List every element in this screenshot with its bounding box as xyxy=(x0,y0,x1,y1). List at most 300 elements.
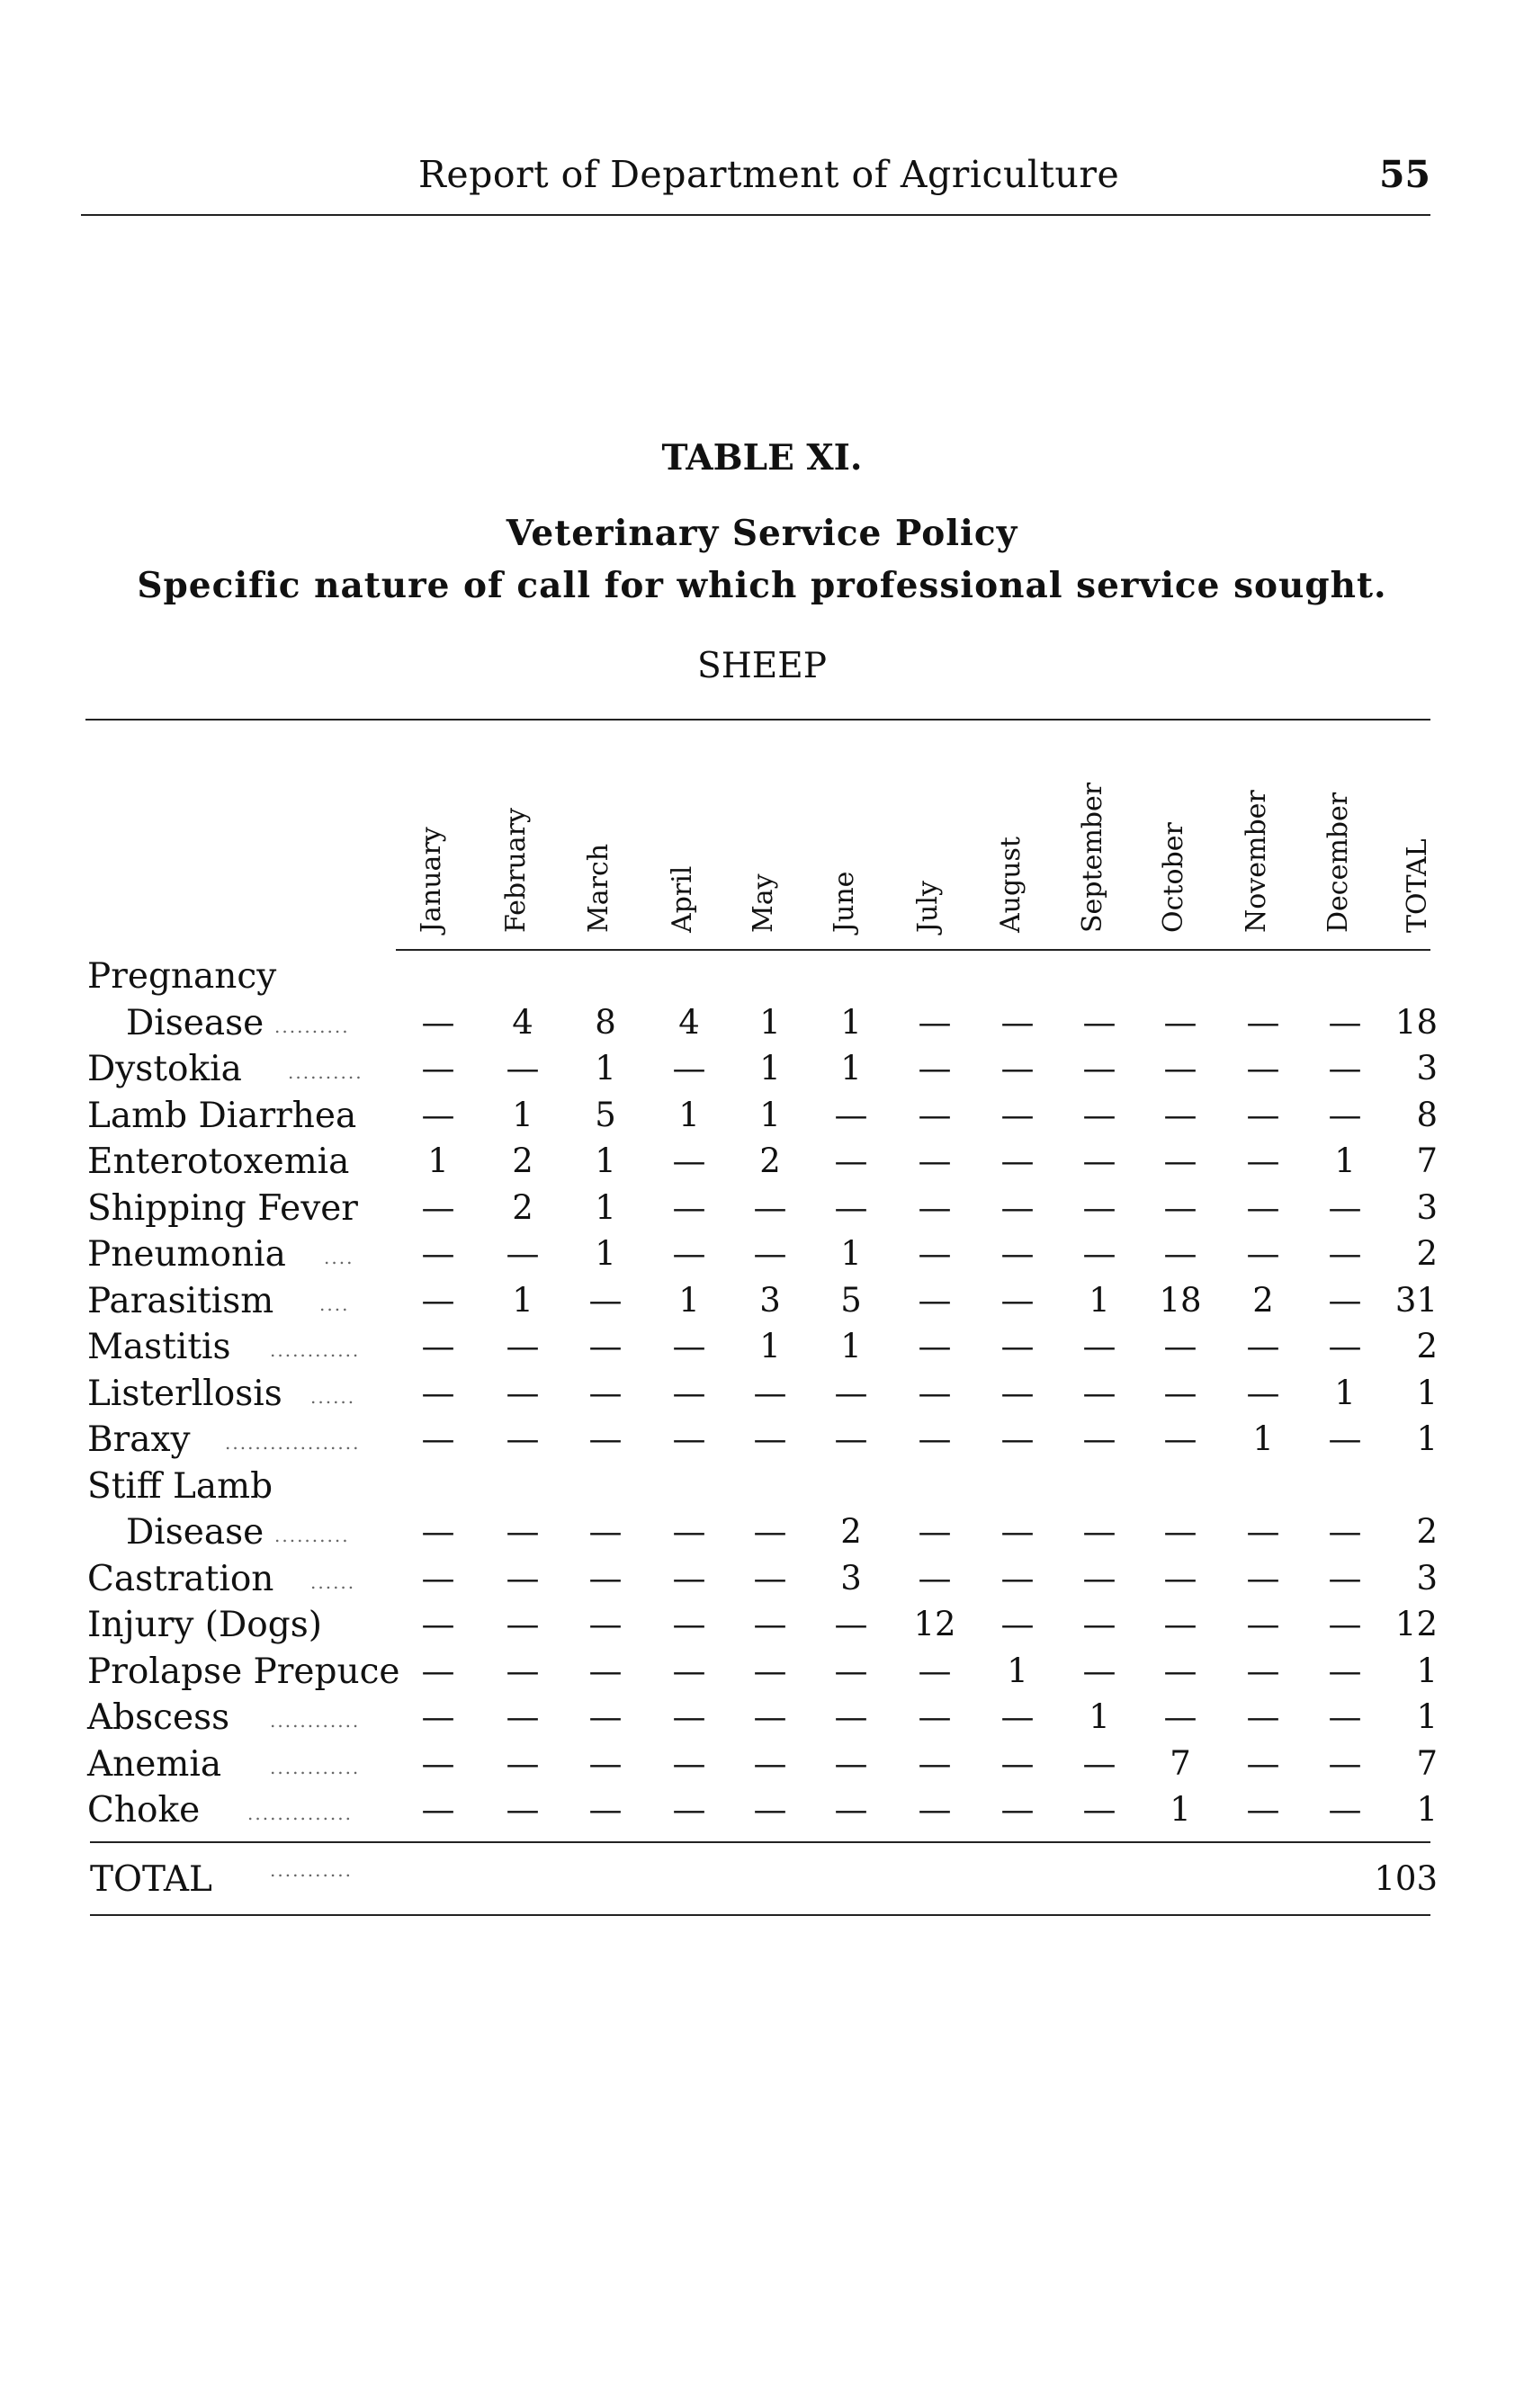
table-cell: 2 xyxy=(1252,1280,1274,1320)
table-cell: 1 xyxy=(512,1095,533,1134)
table-cell: 3 xyxy=(759,1280,781,1320)
row-label: Dystokia xyxy=(87,1049,242,1089)
table-cell: — xyxy=(421,1697,455,1736)
table-cell: — xyxy=(1328,1187,1362,1227)
table-cell: — xyxy=(1000,1790,1035,1829)
row-total: 2 xyxy=(1416,1234,1438,1273)
row-total: 2 xyxy=(1416,1512,1438,1551)
total-row xyxy=(0,1859,1524,1904)
row-total: 31 xyxy=(1394,1280,1438,1320)
table-cell: — xyxy=(834,1187,868,1227)
row-label: Shipping Fever xyxy=(87,1187,358,1229)
row-label: Pregnancy xyxy=(87,956,277,997)
row-label: Disease xyxy=(126,1002,264,1043)
table-cell: — xyxy=(918,1743,952,1783)
table-cell: — xyxy=(588,1327,623,1365)
row-label: Anemia xyxy=(87,1743,222,1785)
table-cell: — xyxy=(1328,1743,1362,1783)
column-header-april: April xyxy=(667,865,698,933)
table-cell: 2 xyxy=(759,1141,781,1180)
table-cell: — xyxy=(1082,1373,1116,1412)
table-cell: — xyxy=(1000,1280,1035,1320)
table-cell: — xyxy=(421,1605,455,1643)
table-cell: — xyxy=(672,1187,706,1227)
column-header-june: June xyxy=(829,871,860,933)
table-cell: — xyxy=(588,1651,623,1690)
table-cell: — xyxy=(421,1327,455,1365)
table-cell: — xyxy=(421,1002,455,1042)
table-cell: — xyxy=(1082,1558,1116,1598)
table-cell: — xyxy=(1000,1512,1035,1551)
table-cell: — xyxy=(1000,1697,1035,1736)
leader-dots: ............ xyxy=(270,1710,361,1732)
table-cell: — xyxy=(1163,1419,1197,1458)
table-cell: — xyxy=(421,1419,455,1458)
table-bottom-rule xyxy=(90,1914,1430,1916)
table-cell: 1 xyxy=(840,1002,862,1042)
row-label: Prolapse Prepuce xyxy=(87,1651,400,1692)
leader-dots: .... xyxy=(319,1293,350,1315)
table-cell: — xyxy=(753,1790,787,1829)
table-cell: — xyxy=(1000,1605,1035,1643)
table-cell: 1 xyxy=(840,1327,862,1365)
table-cell: 1 xyxy=(595,1049,616,1088)
table-cell: — xyxy=(1000,1419,1035,1458)
table-cell: — xyxy=(753,1512,787,1551)
table-cell: — xyxy=(1082,1327,1116,1365)
table-subtitle: Specific nature of call for which professional service sought. xyxy=(137,565,1387,606)
table-cell: 1 xyxy=(427,1141,449,1180)
row-label: Parasitism xyxy=(87,1280,274,1321)
table-cell: — xyxy=(588,1605,623,1643)
table-cell: — xyxy=(918,1419,952,1458)
leader-dots: .......... xyxy=(288,1061,363,1083)
table-cell: — xyxy=(1328,1002,1362,1042)
table-row xyxy=(0,1512,1524,1557)
table-cell: — xyxy=(753,1187,787,1227)
table-cell: 18 xyxy=(1159,1280,1202,1320)
table-cell: — xyxy=(506,1743,540,1783)
table-cell: — xyxy=(918,1327,952,1365)
table-cell: — xyxy=(672,1790,706,1829)
row-label: Abscess xyxy=(87,1697,230,1738)
table-cell: — xyxy=(753,1234,787,1273)
table-row-label-line xyxy=(0,956,1524,1001)
table-cell: 1 xyxy=(595,1141,616,1180)
leader-dots: ............ xyxy=(270,1339,361,1361)
table-cell: — xyxy=(421,1743,455,1783)
table-cell: — xyxy=(421,1373,455,1412)
row-total: 2 xyxy=(1416,1327,1438,1365)
column-header-november: November xyxy=(1241,790,1272,933)
table-cell: — xyxy=(506,1790,540,1829)
column-header-may: May xyxy=(748,873,779,933)
leader-dots: .......... xyxy=(274,1015,350,1037)
table-cell: 1 xyxy=(1089,1280,1110,1320)
table-cell: — xyxy=(1328,1558,1362,1598)
table-cell: 7 xyxy=(1170,1743,1191,1783)
table-cell: — xyxy=(1000,1141,1035,1180)
row-total: 1 xyxy=(1416,1790,1438,1829)
row-total: 1 xyxy=(1416,1419,1438,1458)
table-cell: — xyxy=(672,1141,706,1180)
table-cell: — xyxy=(1328,1790,1362,1829)
row-label: Pneumonia xyxy=(87,1234,286,1275)
table-label: TABLE XI. xyxy=(661,437,863,479)
table-cell: — xyxy=(1163,1558,1197,1598)
table-cell: — xyxy=(753,1419,787,1458)
table-row xyxy=(0,1697,1524,1742)
row-label: Disease xyxy=(126,1512,264,1553)
table-cell: — xyxy=(1163,1187,1197,1227)
table-cell: — xyxy=(421,1280,455,1320)
row-total: 1 xyxy=(1416,1697,1438,1736)
leader-dots: .................. xyxy=(225,1432,361,1454)
table-cell: — xyxy=(918,1234,952,1273)
table-cell: — xyxy=(1246,1141,1280,1180)
table-cell: — xyxy=(753,1651,787,1690)
table-cell: — xyxy=(918,1280,952,1320)
table-cell: 1 xyxy=(840,1234,862,1273)
table-cell: 2 xyxy=(512,1187,533,1227)
table-cell: — xyxy=(506,1373,540,1412)
table-cell: — xyxy=(918,1373,952,1412)
column-header-march: March xyxy=(583,843,614,933)
table-cell: 1 xyxy=(678,1095,700,1134)
table-cell: 4 xyxy=(512,1002,533,1042)
table-cell: — xyxy=(1246,1743,1280,1783)
table-cell: 1 xyxy=(512,1280,533,1320)
table-cell: — xyxy=(672,1373,706,1412)
column-header-august: August xyxy=(995,837,1026,933)
table-cell: — xyxy=(834,1651,868,1690)
table-cell: — xyxy=(753,1605,787,1643)
table-cell: — xyxy=(1246,1512,1280,1551)
table-cell: 1 xyxy=(1334,1373,1356,1412)
table-cell: — xyxy=(1328,1327,1362,1365)
table-cell: 12 xyxy=(913,1605,956,1643)
row-label: Listerllosis xyxy=(87,1373,282,1414)
table-row xyxy=(0,1790,1524,1835)
table-cell: — xyxy=(1082,1651,1116,1690)
row-total: 7 xyxy=(1416,1743,1438,1783)
total-rule xyxy=(90,1841,1430,1843)
table-cell: — xyxy=(672,1419,706,1458)
table-cell: — xyxy=(753,1697,787,1736)
table-cell: — xyxy=(506,1234,540,1273)
table-cell: — xyxy=(421,1187,455,1227)
row-total: 7 xyxy=(1416,1141,1438,1180)
table-cell: — xyxy=(1246,1095,1280,1134)
table-cell: — xyxy=(421,1651,455,1690)
table-cell: — xyxy=(1328,1651,1362,1690)
row-total: 18 xyxy=(1394,1002,1438,1042)
table-cell: — xyxy=(1082,1095,1116,1134)
table-cell: — xyxy=(1246,1049,1280,1088)
table-cell: — xyxy=(588,1419,623,1458)
table-cell: 1 xyxy=(1170,1790,1191,1829)
table-cell: — xyxy=(1000,1234,1035,1273)
table-cell: — xyxy=(1000,1743,1035,1783)
table-row-label-line xyxy=(0,1466,1524,1511)
column-header-december: December xyxy=(1322,792,1354,933)
table-cell: — xyxy=(918,1002,952,1042)
total-label: TOTAL xyxy=(90,1859,212,1900)
table-cell: — xyxy=(1000,1002,1035,1042)
table-cell: — xyxy=(1000,1187,1035,1227)
table-top-rule xyxy=(85,719,1430,721)
table-cell: 8 xyxy=(595,1002,616,1042)
table-row xyxy=(0,1234,1524,1279)
row-total: 12 xyxy=(1394,1605,1438,1643)
table-row xyxy=(0,1188,1524,1233)
table-cell: 1 xyxy=(759,1002,781,1042)
table-cell: — xyxy=(1082,1187,1116,1227)
table-cell: — xyxy=(506,1512,540,1551)
table-cell: — xyxy=(753,1558,787,1598)
table-row xyxy=(0,1652,1524,1696)
table-cell: — xyxy=(1163,1327,1197,1365)
row-label: Stiff Lamb xyxy=(87,1465,273,1507)
table-cell: — xyxy=(421,1512,455,1551)
table-cell: — xyxy=(1246,1002,1280,1042)
table-policy-title: Veterinary Service Policy xyxy=(506,513,1018,554)
table-cell: — xyxy=(918,1095,952,1134)
row-label: Choke xyxy=(87,1790,201,1831)
leader-dots: ........... xyxy=(270,1859,353,1881)
table-cell: — xyxy=(918,1187,952,1227)
table-cell: — xyxy=(421,1049,455,1088)
table-cell: — xyxy=(1000,1049,1035,1088)
table-cell: — xyxy=(506,1049,540,1088)
table-cell: 1 xyxy=(1334,1141,1356,1180)
table-cell: — xyxy=(1246,1697,1280,1736)
table-cell: — xyxy=(672,1234,706,1273)
table-cell: — xyxy=(1082,1790,1116,1829)
column-header-january: January xyxy=(416,827,447,933)
table-cell: — xyxy=(918,1512,952,1551)
table-cell: — xyxy=(1246,1234,1280,1273)
table-row xyxy=(0,1419,1524,1464)
table-cell: — xyxy=(918,1141,952,1180)
table-cell: — xyxy=(588,1697,623,1736)
table-cell: — xyxy=(506,1605,540,1643)
table-cell: — xyxy=(1082,1234,1116,1273)
table-cell: — xyxy=(1246,1790,1280,1829)
table-cell: — xyxy=(834,1697,868,1736)
table-cell: — xyxy=(1246,1558,1280,1598)
table-cell: — xyxy=(506,1327,540,1365)
table-cell: — xyxy=(672,1697,706,1736)
table-cell: 1 xyxy=(678,1280,700,1320)
table-cell: — xyxy=(506,1419,540,1458)
table-cell: 1 xyxy=(759,1049,781,1088)
table-cell: — xyxy=(1246,1373,1280,1412)
row-total: 3 xyxy=(1416,1187,1438,1227)
table-row xyxy=(0,1744,1524,1789)
table-cell: 1 xyxy=(840,1049,862,1088)
table-cell: — xyxy=(588,1743,623,1783)
table-row xyxy=(0,1605,1524,1650)
row-label: Lamb Diarrhea xyxy=(87,1095,357,1136)
table-cell: — xyxy=(918,1049,952,1088)
table-row xyxy=(0,1374,1524,1419)
row-total: 8 xyxy=(1416,1095,1438,1134)
table-cell: 3 xyxy=(840,1558,862,1598)
column-header-september: September xyxy=(1077,782,1108,933)
table-cell: — xyxy=(918,1558,952,1598)
row-total: 3 xyxy=(1416,1558,1438,1598)
table-cell: 1 xyxy=(759,1327,781,1365)
table-cell: 1 xyxy=(595,1187,616,1227)
running-head-title: Report of Department of Agriculture xyxy=(418,153,1120,196)
table-cell: — xyxy=(1328,1049,1362,1088)
leader-dots: .... xyxy=(324,1247,354,1268)
table-cell: — xyxy=(672,1743,706,1783)
table-cell: — xyxy=(1246,1327,1280,1365)
table-cell: — xyxy=(1000,1327,1035,1365)
table-row xyxy=(0,1559,1524,1604)
table-cell: — xyxy=(1000,1373,1035,1412)
table-cell: — xyxy=(1000,1095,1035,1134)
table-cell: — xyxy=(506,1651,540,1690)
table-cell: — xyxy=(1328,1280,1362,1320)
table-cell: — xyxy=(1328,1512,1362,1551)
table-cell: — xyxy=(1000,1558,1035,1598)
table-cell: — xyxy=(588,1790,623,1829)
table-cell: — xyxy=(421,1234,455,1273)
table-cell: — xyxy=(1082,1419,1116,1458)
table-cell: — xyxy=(1082,1049,1116,1088)
table-cell: — xyxy=(1082,1002,1116,1042)
row-label: Braxy xyxy=(87,1419,191,1460)
table-cell: — xyxy=(506,1697,540,1736)
table-cell: — xyxy=(1163,1234,1197,1273)
table-cell: — xyxy=(834,1095,868,1134)
table-row xyxy=(0,1327,1524,1372)
table-cell: 1 xyxy=(595,1234,616,1273)
table-cell: — xyxy=(1082,1141,1116,1180)
table-row xyxy=(0,1096,1524,1141)
table-cell: 4 xyxy=(678,1002,700,1042)
animal-heading: SHEEP xyxy=(697,646,827,686)
row-label: Mastitis xyxy=(87,1327,231,1367)
table-cell: — xyxy=(1328,1697,1362,1736)
table-cell: — xyxy=(1163,1049,1197,1088)
table-cell: — xyxy=(588,1280,623,1320)
table-cell: — xyxy=(672,1651,706,1690)
table-cell: — xyxy=(834,1743,868,1783)
row-total: 1 xyxy=(1416,1651,1438,1690)
row-label: Injury (Dogs) xyxy=(87,1605,322,1645)
column-header-total: TOTAL xyxy=(1402,838,1433,933)
table-cell: — xyxy=(918,1790,952,1829)
leader-dots: .............. xyxy=(247,1803,354,1824)
leader-dots: ............ xyxy=(270,1756,361,1778)
table-cell: — xyxy=(588,1373,623,1412)
table-cell: 5 xyxy=(840,1280,862,1320)
table-cell: — xyxy=(918,1697,952,1736)
table-row xyxy=(0,1003,1524,1048)
table-cell: — xyxy=(672,1327,706,1365)
table-cell: — xyxy=(834,1141,868,1180)
row-total: 1 xyxy=(1416,1373,1438,1412)
table-cell: 1 xyxy=(1089,1697,1110,1736)
leader-dots: .......... xyxy=(274,1525,350,1546)
table-cell: — xyxy=(672,1512,706,1551)
grand-total: 103 xyxy=(1374,1859,1438,1898)
table-cell: — xyxy=(672,1605,706,1643)
table-cell: 1 xyxy=(759,1095,781,1134)
table-cell: — xyxy=(672,1558,706,1598)
table-cell: — xyxy=(834,1605,868,1643)
table-cell: — xyxy=(1082,1605,1116,1643)
table-cell: — xyxy=(834,1419,868,1458)
table-row xyxy=(0,1141,1524,1186)
column-header-july: July xyxy=(912,881,944,933)
table-cell: — xyxy=(1328,1095,1362,1134)
row-label: Enterotoxemia xyxy=(87,1141,350,1182)
table-cell: — xyxy=(1246,1605,1280,1643)
table-cell: — xyxy=(506,1558,540,1598)
table-row xyxy=(0,1281,1524,1326)
table-cell: — xyxy=(588,1512,623,1551)
row-total: 3 xyxy=(1416,1049,1438,1088)
table-cell: — xyxy=(1328,1234,1362,1273)
table-cell: 1 xyxy=(1007,1651,1028,1690)
table-cell: — xyxy=(588,1558,623,1598)
table-cell: — xyxy=(1163,1141,1197,1180)
table-cell: — xyxy=(1163,1605,1197,1643)
table-cell: — xyxy=(1163,1095,1197,1134)
table-cell: — xyxy=(672,1049,706,1088)
column-header-rule xyxy=(396,949,1430,951)
column-header-february: February xyxy=(500,808,532,933)
table-cell: — xyxy=(753,1743,787,1783)
column-header-october: October xyxy=(1158,822,1189,933)
leader-dots: ...... xyxy=(310,1385,356,1408)
running-head xyxy=(81,153,1430,207)
table-cell: — xyxy=(1163,1373,1197,1412)
table-row xyxy=(0,1049,1524,1094)
header-rule xyxy=(81,214,1430,216)
table-cell: 5 xyxy=(595,1095,616,1134)
table-cell: — xyxy=(421,1790,455,1829)
table-cell: — xyxy=(834,1373,868,1412)
table-cell: — xyxy=(1246,1187,1280,1227)
table-cell: — xyxy=(1082,1743,1116,1783)
table-cell: 2 xyxy=(512,1141,533,1180)
table-cell: — xyxy=(834,1790,868,1829)
table-cell: — xyxy=(421,1558,455,1598)
table-cell: — xyxy=(421,1095,455,1134)
table-cell: — xyxy=(1328,1419,1362,1458)
table-cell: — xyxy=(1163,1651,1197,1690)
page-number: 55 xyxy=(1378,153,1430,196)
table-cell: 1 xyxy=(1252,1419,1274,1458)
table-cell: — xyxy=(1163,1697,1197,1736)
table-cell: — xyxy=(753,1373,787,1412)
leader-dots: ...... xyxy=(310,1571,356,1593)
table-cell: — xyxy=(1082,1512,1116,1551)
row-label: Castration xyxy=(87,1558,274,1599)
table-cell: — xyxy=(1163,1512,1197,1551)
table-cell: — xyxy=(918,1651,952,1690)
table-cell: 2 xyxy=(840,1512,862,1551)
table-cell: — xyxy=(1246,1651,1280,1690)
table-cell: — xyxy=(1163,1002,1197,1042)
table-cell: — xyxy=(1328,1605,1362,1643)
